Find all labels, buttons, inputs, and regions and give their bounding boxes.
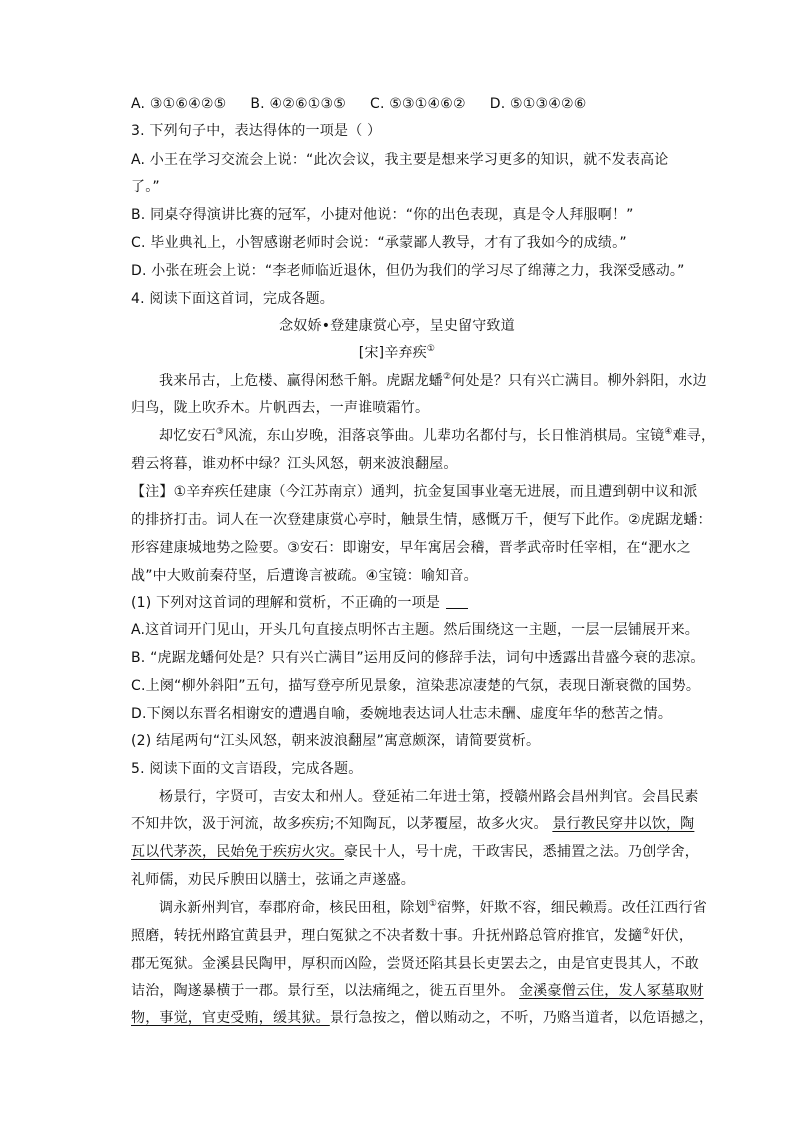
footnote-marker: ① — [428, 899, 438, 909]
q4-sub1-text: (1) 下列对这首词的理解和赏析，不正确的一项是 — [131, 595, 441, 611]
q2-option-b[interactable]: B. ④②⑥①③⑤ — [250, 96, 346, 112]
q4-stem: 4. 阅读下面这首词，完成各题。 — [131, 291, 335, 307]
passage-line — [131, 1008, 714, 1028]
q4-sub1-option-d[interactable]: D.下阕以东晋名相谢安的遭遇自喻，委婉地表达词人壮志未酬、虚度年华的愁苦之情。 — [131, 706, 673, 722]
q3-option-b[interactable]: B. 同桌夺得演讲比赛的冠军，小捷对他说：“你的出色表现，真是令人拜服啊！” — [131, 207, 634, 223]
passage-text: 调永新州判官，奉郡府命，核民田租，除划 — [159, 900, 429, 916]
poem-text: 却忆安石 — [159, 428, 216, 444]
q3-option-a-line1[interactable]: A. 小王在学习交流会上说：“此次会议，我主要是想来学习更多的知识，就不发表高论 — [131, 152, 669, 168]
underlined-sentence: 瓦以代茅茨，民始免于疾疠火灾。 — [131, 844, 344, 860]
q2-option-d[interactable]: D. ⑤①③④②⑥ — [489, 96, 587, 112]
passage-line: 礼师儒，劝民斥腴田以膳士，弦诵之声遂盛。 — [131, 872, 415, 888]
q4-sub2-stem: (2) 结尾两句“江头风怒，朝来波浪翻屋”寓意颇深，请简要赏析。 — [131, 733, 541, 749]
passage-text: 照磨，转抚州路宜黄县尹，理白冤狱之不决者数十事。升抚州路总管府推官，发擿 — [131, 928, 643, 944]
passage-text: 奸伏， — [650, 928, 694, 944]
poem-text: 难寻， — [672, 428, 716, 444]
footnote-marker: ① — [426, 344, 436, 354]
poem-line: 归鸟，陇上吹乔木。片帆西去，一声谁喷霜竹。 — [131, 400, 430, 416]
footnote-marker: ④ — [664, 427, 673, 437]
poem-text: 何处是？只有兴亡满目。柳外斜阳，水边 — [451, 373, 707, 389]
q3-option-c[interactable]: C. 毕业典礼上，小智感谢老师时会说：“承蒙鄙人教导，才有了我如今的成绩。” — [131, 235, 627, 251]
q3-option-d[interactable]: D. 小张在班会上说：“李老师临近退休，但仍为我们的学习尽了绵薄之力，我深受感动。” — [131, 263, 685, 279]
footnote-marker: ② — [642, 927, 651, 937]
q5-stem: 5. 阅读下面的文言语段，完成各题。 — [131, 761, 363, 777]
underlined-sentence: 物，事觉，官吏受贿，缓其狱。 — [131, 1010, 330, 1026]
note-line: 形容建康城地势之险要。③安石：即谢安，早年寓居会稽，晋孝武帝时任宰相，在“淝水之 — [131, 540, 691, 556]
passage-text: 景行急按之，僧以贿动之，不听，乃赂当道者，以危语撼之， — [329, 1010, 714, 1026]
q2-option-a[interactable]: A. ③①⑥④②⑤ — [131, 96, 227, 112]
q4-sub1-option-a[interactable]: A.这首词开门见山，开头几句直接点明怀古主题。然后围绕这一主题，一层一层铺展开来。 — [131, 622, 699, 638]
passage-text: 豪民十人，号十虎，干政害民，悉捕置之法。乃创学舍， — [344, 844, 699, 860]
note-line: 的排挤打击。词人在一次登建康赏心亭时，触景生情，感慨万千，便写下此作。②虎踞龙蟠： — [131, 512, 712, 528]
passage-text: 宿弊，奸欺不容，细民赖焉。改任江西行省 — [437, 900, 707, 916]
poem-text: 我来吊古，上危楼、赢得闲愁千斛。虎踞龙蟠 — [159, 373, 443, 389]
underlined-sentence: 金溪豪僧云住，发人冢墓取财 — [519, 983, 704, 999]
q3-option-a-line2[interactable]: 了。” — [131, 179, 160, 195]
passage-line: 杨景行，字贤可，吉安太和州人。登延祐二年进士第，授赣州路会昌州判官。会昌民素 — [159, 789, 699, 805]
poem-line — [159, 426, 719, 446]
passage-line: 郡无冤狱。金溪县民陶甲，厚积而凶险，尝贤还陷其县长吏罢去之，由是官吏畏其人，不敢 — [131, 956, 699, 972]
note-line: 【注】①辛弃疾任建康（今江苏南京）通判，抗金复国事业毫无进展，而且遭到朝中议和派 — [131, 484, 698, 500]
passage-line — [131, 842, 699, 862]
poem-line — [159, 371, 719, 391]
passage-line — [159, 898, 719, 918]
q2-options — [131, 94, 691, 114]
passage-text: 不知井饮，汲于河流，故多疾疠;不知陶瓦，以茅覆屋，故多火灾。 — [131, 816, 548, 832]
q4-sub1-option-c[interactable]: C.上阕“柳外斜阳”五句，描写登亭所见景象，渲染悲凉凄楚的气氛，表现日渐衰微的国势。 — [131, 678, 701, 694]
note-line: 战”中大败前秦苻坚，后遭谗言被疏。④宝镜：喻知音。 — [131, 568, 478, 584]
q3-stem: 3. 下列句子中，表达得体的一项是（ ） — [131, 123, 382, 139]
poem-text: 风流，东山岁晚，泪落哀筝曲。儿辈功名都付与，长日惟消棋局。宝镜 — [224, 428, 665, 444]
poem-author-text: [宋]辛弃疾 — [358, 345, 427, 361]
q4-sub1-stem — [131, 593, 691, 613]
footnote-marker: ③ — [215, 427, 225, 437]
poem-author — [131, 343, 663, 363]
passage-line — [131, 981, 704, 1001]
passage-line — [131, 926, 694, 946]
poem-line: 碧云将暮，谁劝杯中绿？江头风怒，朝来波浪翻屋。 — [131, 456, 458, 472]
poem-title: 念奴娇•登建康赏心亭，呈史留守致道 — [279, 318, 515, 334]
passage-line — [131, 814, 695, 834]
passage-text: 诘治，陶遂暴横于一郡。景行至，以法痛绳之，徙五百里外。 — [131, 983, 515, 999]
footnote-marker: ② — [443, 372, 452, 382]
underlined-sentence: 景行教民穿井以饮，陶 — [552, 816, 695, 832]
q4-sub1-option-b[interactable]: B. “虎踞龙蟠何处是？只有兴亡满目”运用反问的修辞手法，词句中透露出昔盛今衰的悲凉。 — [131, 650, 705, 666]
answer-blank[interactable] — [446, 594, 468, 609]
q2-option-c[interactable]: C. ⑤③①④⑥② — [369, 96, 466, 112]
